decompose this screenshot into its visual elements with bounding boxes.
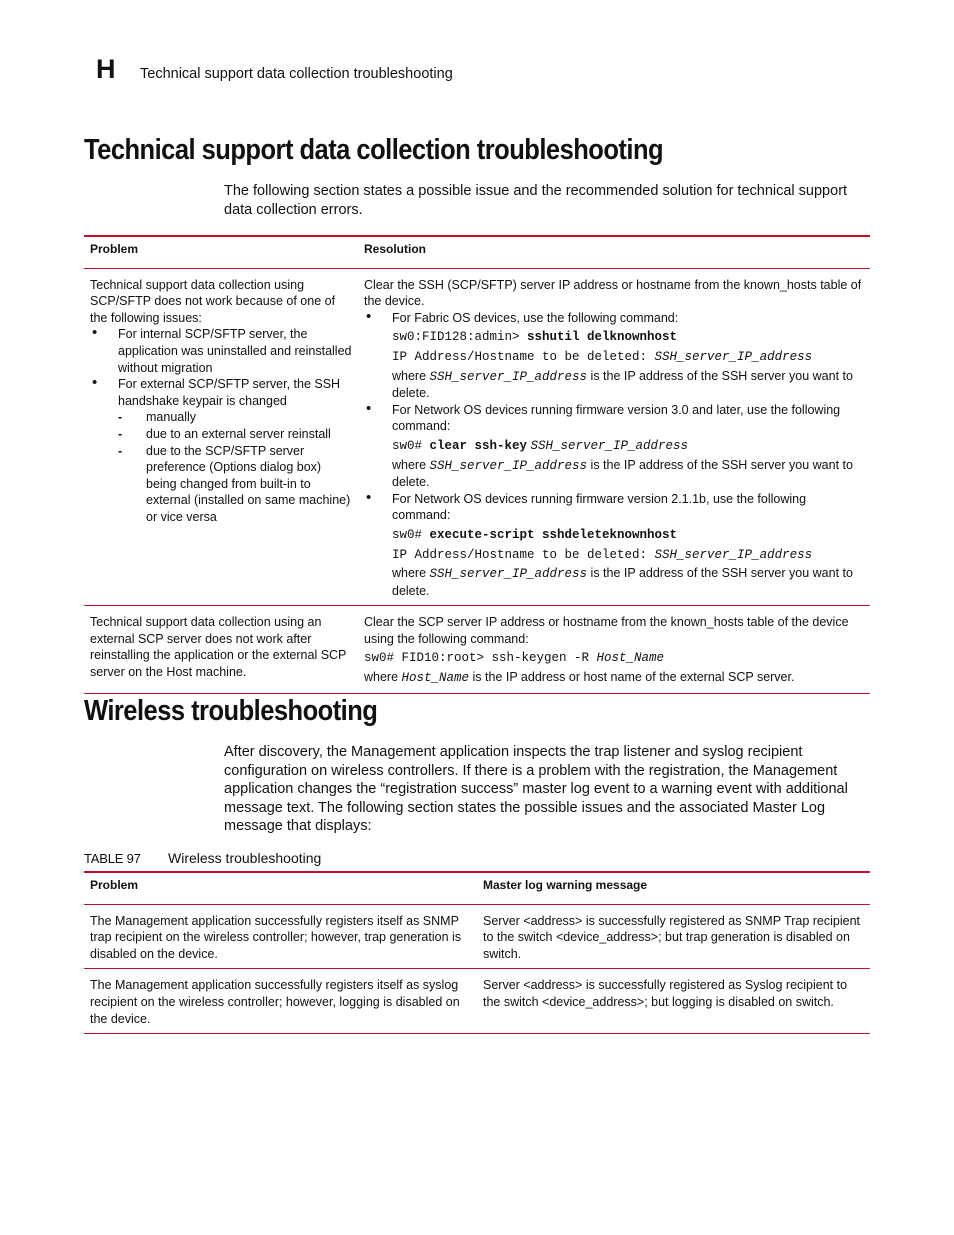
section-intro-tech-support: The following section states a possible issue and the recommended solution for technical support data collection errors.: [224, 183, 848, 218]
bullet-item: • For Fabric OS devices, use the following command:: [364, 310, 864, 327]
problem-cell: Technical support data collection using an external SCP server does not work after reinstalling the application or the external SCP server on the Host machine.: [90, 615, 347, 680]
table-row: [84, 904, 870, 969]
column-header-resolution: Resolution: [364, 242, 426, 256]
command-variable: SSH_server_IP_address: [429, 369, 588, 384]
command-line: [364, 526, 864, 544]
message-cell: Server <address> is successfully registered as Syslog recipient to the switch <device_address>; but logging is disabled on switch.: [483, 978, 848, 1009]
appendix-letter: H: [96, 54, 116, 84]
problem-cell: The Management application successfully registers itself as SNMP trap recipient on the wireless controller; however, trap generation is disabled on the device.: [90, 913, 462, 961]
where-text: is the IP address or host name of the external SCP server.: [469, 670, 795, 685]
section-intro-wireless: After discovery, the Management application inspects the trap listener and syslog recipient configuration on wireless controllers. If there is a problem with the registration, the Management application changes the “registration success” master log event to a warning event with additional message text. The following section states the possible issues and the associated Master Log message that displays:: [224, 744, 848, 835]
resolution-cell: [358, 268, 870, 606]
problem-cell: [84, 268, 358, 606]
table-header-row: [84, 872, 870, 904]
command-keyword: sshutil delknownhost: [527, 330, 678, 345]
table-number: TABLE 97: [84, 851, 141, 866]
command-variable: Host_Name: [596, 651, 665, 666]
command-line: [364, 348, 864, 366]
message-cell: Server <address> is successfully registered as SNMP Trap recipient to the switch <device_address>; but trap generation is disabled on switch.: [483, 913, 861, 961]
command-line: [364, 546, 864, 564]
command-line: [364, 437, 864, 455]
command-line: [364, 328, 864, 346]
command-prompt: sw0#: [392, 438, 430, 453]
command-variable: Host_Name: [401, 671, 470, 686]
bullet-item: • For internal SCP/SFTP server, the application was uninstalled and reinstalled without migration: [90, 326, 352, 376]
sub-bullet-item: - due to an external server reinstall: [90, 426, 352, 443]
table-title: Wireless troubleshooting: [168, 850, 322, 866]
table-header-row: [84, 236, 870, 268]
where-note: [364, 368, 864, 402]
where-label: where: [392, 457, 430, 472]
table-caption: [84, 850, 321, 866]
command-variable: SSH_server_IP_address: [530, 438, 689, 453]
command-variable: SSH_server_IP_address: [654, 547, 813, 562]
command-variable: SSH_server_IP_address: [429, 458, 588, 473]
command-keyword: execute-script sshdeleteknownhost: [429, 527, 678, 542]
sub-bullet-item: - manually: [90, 409, 352, 426]
command-prompt: sw0#: [392, 527, 430, 542]
where-label: where: [392, 368, 430, 383]
resolution-text: Clear the SCP server IP address or hostname from the known_hosts table of the device using the following command:: [364, 615, 849, 646]
command-text: sw0# FID10:root> ssh-keygen -R: [364, 651, 597, 666]
table-row: [84, 268, 870, 606]
where-text: is the IP address of the SSH server you want to delete.: [392, 566, 853, 598]
bullet-item: • For Network OS devices running firmware version 3.0 and later, use the following command:: [364, 402, 864, 435]
running-header: Technical support data collection troubleshooting: [140, 66, 453, 82]
command-text: IP Address/Hostname to be deleted:: [392, 349, 655, 364]
table-row: [84, 606, 870, 693]
resolution-text: Clear the SSH (SCP/SFTP) server IP address or hostname from the known_hosts table of the device.: [364, 277, 862, 309]
wireless-troubleshooting-table: [84, 871, 870, 1034]
command-prompt: sw0:FID128:admin>: [392, 330, 528, 345]
command-variable: SSH_server_IP_address: [654, 349, 813, 364]
command-line: [364, 649, 864, 667]
sub-bullet-item: - due to the SCP/SFTP server preference (Options dialog box) being changed from built-in to external (installed on same machine) or vice versa: [90, 443, 352, 526]
where-label: where: [364, 670, 402, 685]
resolution-cell: [358, 606, 870, 693]
problem-cell: The Management application successfully registers itself as syslog recipient on the wireless controller; however, logging is disabled on the device.: [90, 978, 460, 1026]
command-variable: SSH_server_IP_address: [429, 567, 588, 582]
column-header-master-log: Master log warning message: [483, 878, 648, 892]
table-row: [84, 969, 870, 1034]
where-text: is the IP address of the SSH server you want to delete.: [392, 457, 853, 490]
column-header-problem: Problem: [90, 878, 139, 892]
bullet-item: • For external SCP/SFTP server, the SSH handshake keypair is changed: [90, 376, 352, 409]
section-heading-wireless: Wireless troubleshooting: [84, 695, 378, 727]
command-keyword: clear ssh-key: [429, 438, 528, 453]
command-text: IP Address/Hostname to be deleted:: [392, 547, 655, 562]
problem-text: Technical support data collection using SCP/SFTP does not work because of one of the following issues:: [90, 277, 336, 325]
column-header-problem: Problem: [90, 242, 139, 256]
where-note: [364, 565, 864, 599]
bullet-item: • For Network OS devices running firmware version 2.1.1b, use the following command:: [364, 491, 864, 524]
section-heading-tech-support: Technical support data collection troubleshooting: [84, 134, 664, 166]
where-label: where: [392, 566, 430, 581]
where-note: [364, 669, 864, 687]
tech-support-table: [84, 235, 870, 694]
where-text: is the IP address of the SSH server you want to delete.: [392, 368, 853, 401]
where-note: [364, 457, 864, 491]
